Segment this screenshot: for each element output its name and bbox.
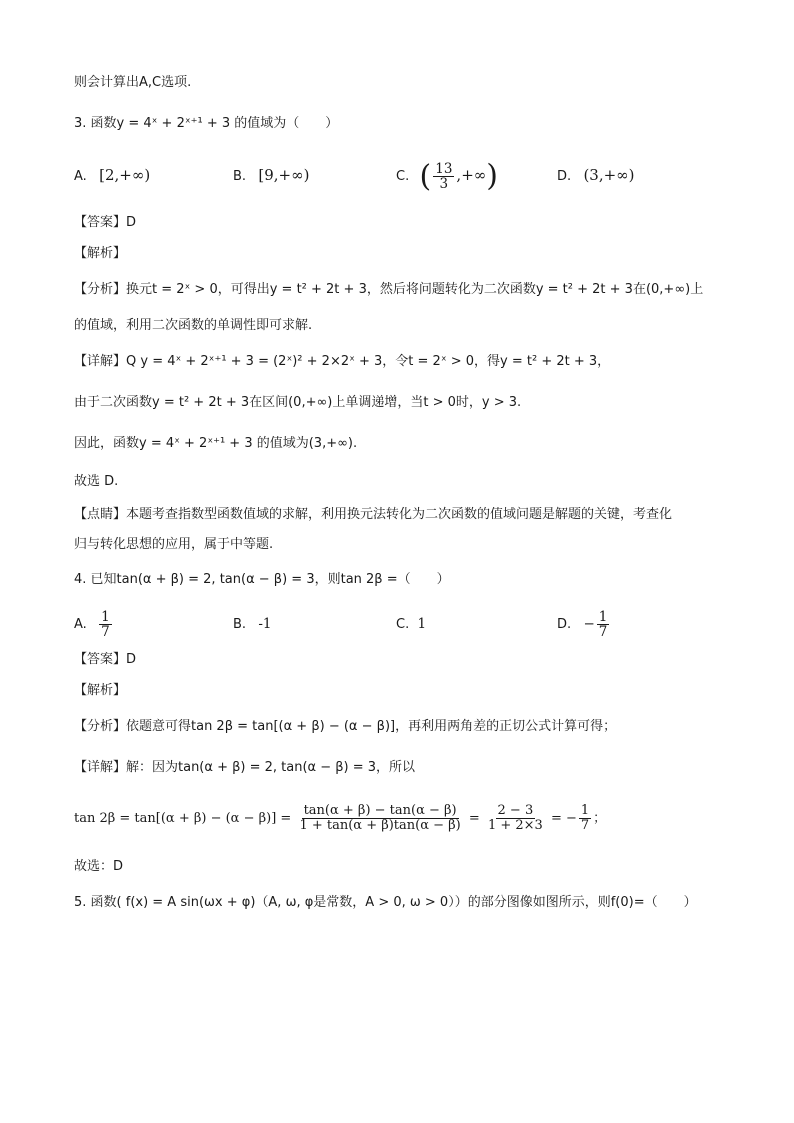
q4-option-c (396, 614, 426, 635)
q4-answer: 【答案】D (74, 652, 137, 667)
q3-answer: 【答案】D (74, 215, 137, 230)
q4-option-d-label: D. (557, 617, 572, 632)
q4-option-d-num: 1 (598, 608, 608, 625)
q3-stem: 3. 函数y = 4ˣ + 2ˣ⁺¹ + 3 的值域为（ ） (74, 116, 339, 131)
q3-option-b-label: B. (233, 169, 247, 184)
q4-option-b-label: B. (233, 617, 247, 632)
q4-option-a (74, 604, 114, 645)
q4-analysis: 【分析】依题意可得tan 2β = tan[(α + β) − (α − β)]，再利用两角差的正切公式计算可得； (74, 719, 617, 734)
q3-dianjing-line2: 归与转化思想的应用，属于中等题. (74, 537, 274, 552)
q3-option-a-label: A. (74, 169, 87, 184)
q4-option-a-num: 1 (101, 608, 110, 625)
q3-jiexi-heading: 【解析】 (74, 246, 127, 261)
q4-eq-frac1-den: 1 + tan(α + β)tan(α − β) (299, 818, 461, 833)
q4-eq-frac3-den: 7 (580, 818, 590, 833)
q3-option-c-rest: ,+∞ (456, 166, 487, 184)
q4-eq-equals-1: = (468, 811, 480, 826)
q4-option-d-den: 7 (598, 624, 608, 640)
q4-option-c-value: 1 (417, 616, 427, 632)
q3-option-d-label: D. (557, 169, 572, 184)
q4-eq-lhs: tan 2β = tan[(α + β) − (α − β)] = (74, 811, 292, 826)
q4-eq-frac2-den: 1 + 2×3 (487, 818, 543, 833)
q4-equation (74, 796, 606, 842)
q3-detail-line3: 因此，函数y = 4ˣ + 2ˣ⁺¹ + 3 的值域为(3,+∞). (74, 436, 358, 451)
q4-option-b-value: -1 (258, 616, 272, 632)
q3-option-d (557, 165, 635, 187)
q4-jiexi-heading: 【解析】 (74, 683, 127, 698)
q4-option-a-fraction (99, 610, 112, 639)
q3-option-c-label: C. (396, 169, 410, 184)
q4-option-a-label: A. (74, 617, 87, 632)
q3-option-c-fraction (433, 162, 454, 191)
q4-eq-fraction-2 (486, 804, 545, 832)
intro-text: 则会计算出A,C选项. (74, 75, 192, 90)
q3-option-b (233, 165, 309, 187)
q4-eq-equals-2: = − (550, 811, 577, 826)
q3-option-d-value: (3,+∞) (583, 166, 635, 184)
q4-eq-fraction-3 (579, 804, 591, 832)
q4-option-b (233, 614, 272, 635)
q4-option-a-den: 7 (101, 624, 110, 640)
q4-choose: 故选：D (74, 859, 124, 874)
q3-option-c-lparen: ( (419, 158, 432, 194)
q3-analysis-line2: 的值域，利用二次函数的单调性即可求解. (74, 318, 313, 333)
q4-option-c-label: C. (396, 617, 410, 632)
q3-option-b-value: [9,+∞) (258, 166, 310, 184)
q5-stem: 5. 函数( f(x) = A sin(ωx + φ)（A, ω, φ是常数，A > 0, ω > 0））的部分图像如图所示，则f(0)=（ ） (74, 895, 697, 910)
q4-eq-fraction-1 (297, 804, 462, 832)
q4-eq-frac3-num: 1 (580, 803, 590, 819)
q3-option-c-num: 13 (435, 160, 453, 177)
q3-option-a (74, 165, 150, 187)
q4-option-d (557, 604, 611, 645)
q3-detail-line1: 【详解】Q y = 4ˣ + 2ˣ⁺¹ + 3 = (2ˣ)² + 2×2ˣ + 3，令t = 2ˣ > 0，得y = t² + 2t + 3， (74, 354, 611, 369)
q3-option-a-value: [2,+∞) (99, 166, 151, 184)
q4-option-d-sign: − (583, 616, 595, 632)
q3-option-c-rparen: ) (486, 158, 498, 194)
q3-option-c-den: 3 (439, 176, 449, 192)
q4-option-d-fraction (597, 610, 610, 639)
q4-detail-line1: 【详解】解：因为tan(α + β) = 2, tan(α − β) = 3，所以 (74, 760, 416, 775)
q4-stem: 4. 已知tan(α + β) = 2, tan(α − β) = 3，则tan 2β =（ ） (74, 572, 450, 587)
q3-dianjing-line1: 【点睛】本题考查指数型函数值域的求解，利用换元法转化为二次函数的值域问题是解题的关键，考查化 (74, 507, 673, 522)
q3-analysis-line1: 【分析】换元t = 2ˣ > 0，可得出y = t² + 2t + 3，然后将问题转化为二次函数y = t² + 2t + 3在(0,+∞)上 (74, 282, 704, 297)
q4-eq-end: ； (593, 811, 607, 826)
q3-choose: 故选 D. (74, 474, 119, 489)
q4-eq-frac2-num: 2 − 3 (497, 803, 534, 819)
q4-eq-frac1-num: tan(α + β) − tan(α − β) (303, 803, 457, 819)
q3-option-c (396, 152, 498, 200)
q3-detail-line2: 由于二次函数y = t² + 2t + 3在区间(0,+∞)上单调递增，当t > 0时，y > 3. (74, 395, 522, 410)
